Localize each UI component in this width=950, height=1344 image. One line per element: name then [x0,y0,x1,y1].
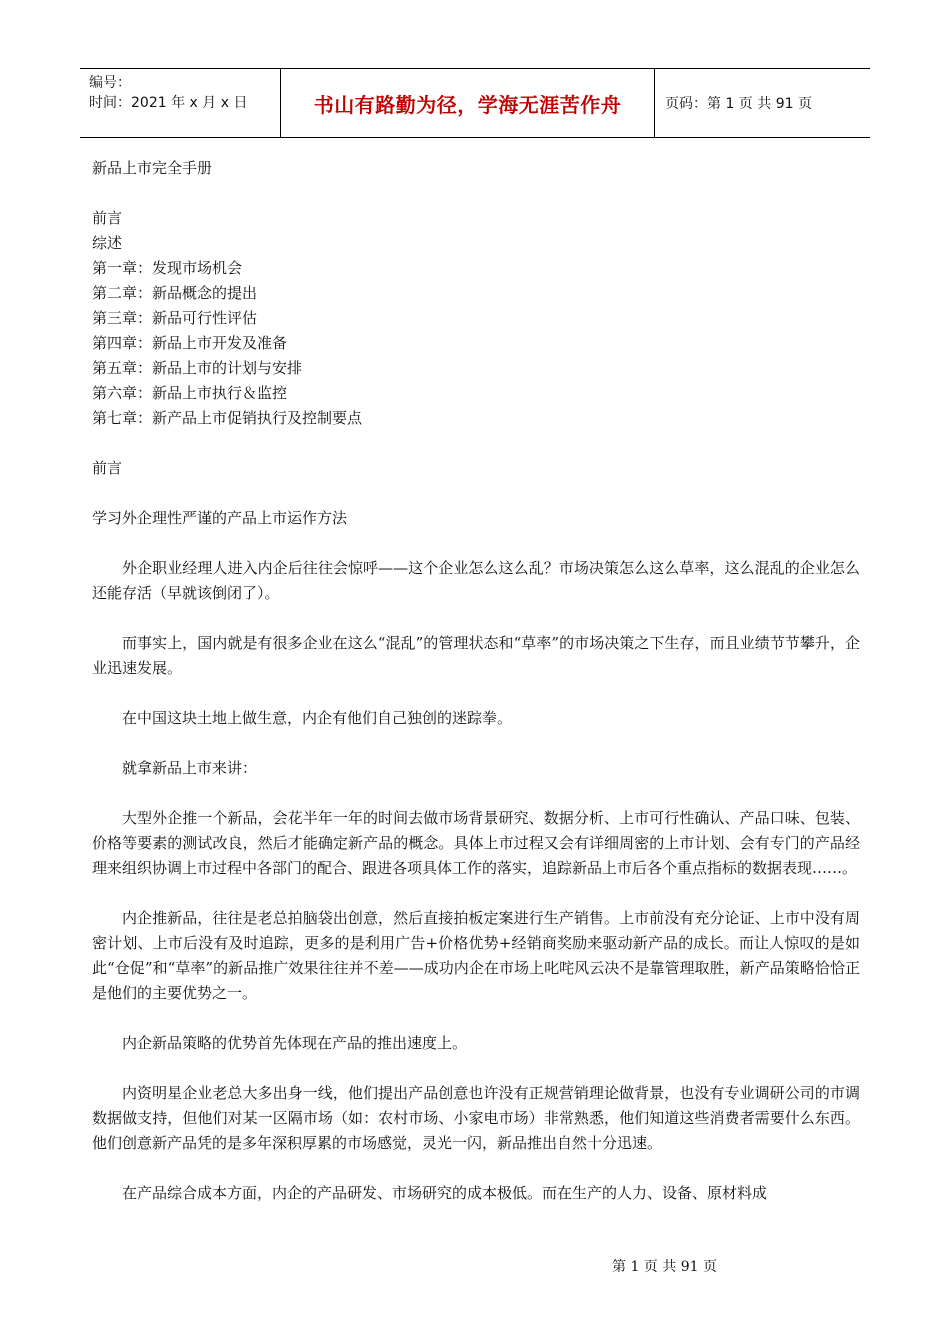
toc-item: 前言 [92,209,123,227]
toc-item: 第三章：新品可行性评估 [92,309,258,327]
section-heading: 前言 [92,459,123,477]
table-of-contents [92,206,860,431]
subheading: 学习外企理性严谨的产品上市运作方法 [92,509,348,527]
header-left-cell [80,69,280,137]
paragraph: 大型外企推一个新品，会花半年一年的时间去做市场背景研究、数据分析、上市可行性确认、产品口味、包装、价格等要素的测试改良，然后才能确定新产品的概念。具体上市过程又会有详细周密的上市计划、会有专门的产品经理来组织协调上市过程中各部门的配合、跟进各项具体工作的落实，追踪新品上市后各个重点指标的数据表现……。 [92,809,860,877]
paragraph: 内企新品策略的优势首先体现在产品的推出速度上。 [122,1034,468,1052]
toc-item: 第一章：发现市场机会 [92,259,243,277]
paragraph: 在中国这块土地上做生意，内企有他们自己独创的迷踪拳。 [122,709,513,727]
document-body [92,156,860,1206]
code-label: 编号： [89,75,131,91]
paragraph: 内资明星企业老总大多出身一线，他们提出产品创意也许没有正规营销理论做背景，也没有专业调研公司的市调数据做支持，但他们对某一区隔市场（如：农村市场、小家电市场）非常熟悉，他们知道这些消费者需要什么东西。他们创意新产品凭的是多年深积厚累的市场感觉，灵光一闪，新品推出自然十分迅速。 [92,1084,860,1152]
paragraph: 而事实上，国内就是有很多企业在这么“混乱”的管理状态和“草率”的市场决策之下生存，而且业绩节节攀升，企业迅速发展。 [92,634,860,677]
paragraph: 就拿新品上市来讲： [122,759,258,777]
document-header [80,68,870,138]
toc-item: 第五章：新品上市的计划与安排 [92,359,303,377]
paragraph: 内企推新品，往往是老总拍脑袋出创意，然后直接拍板定案进行生产销售。上市前没有充分论证、上市中没有周密计划、上市后没有及时追踪，更多的是利用广告+价格优势+经销商奖励来驱动新产品的成长。而让人惊叹的是如此“仓促”和“草率”的新品推广效果往往并不差——成功内企在市场上叱咤风云决不是靠管理取胜，新产品策略恰恰正是他们的主要优势之一。 [92,909,860,1002]
toc-item: 综述 [92,234,123,252]
toc-item: 第四章：新品上市开发及准备 [92,334,288,352]
document-title: 新品上市完全手册 [92,159,213,177]
toc-item: 第二章：新品概念的提出 [92,284,258,302]
header-motto: 书山有路勤为径，学海无涯苦作舟 [280,69,655,137]
paragraph: 在产品综合成本方面，内企的产品研发、市场研究的成本极低。而在生产的人力、设备、原材料成 [122,1184,768,1202]
page-footer: 第 1 页 共 91 页 [612,1259,717,1275]
header-page-label: 页码：第 1 页 共 91 页 [665,96,812,112]
toc-item: 第六章：新品上市执行＆监控 [92,384,288,402]
paragraph: 外企职业经理人进入内企后往往会惊呼——这个企业怎么这么乱？市场决策怎么这么草率，这么混乱的企业怎么还能存活（早就该倒闭了）。 [92,559,860,602]
toc-item: 第七章：新产品上市促销执行及控制要点 [92,409,363,427]
time-label: 时间：2021 年 x 月 x 日 [89,95,248,111]
